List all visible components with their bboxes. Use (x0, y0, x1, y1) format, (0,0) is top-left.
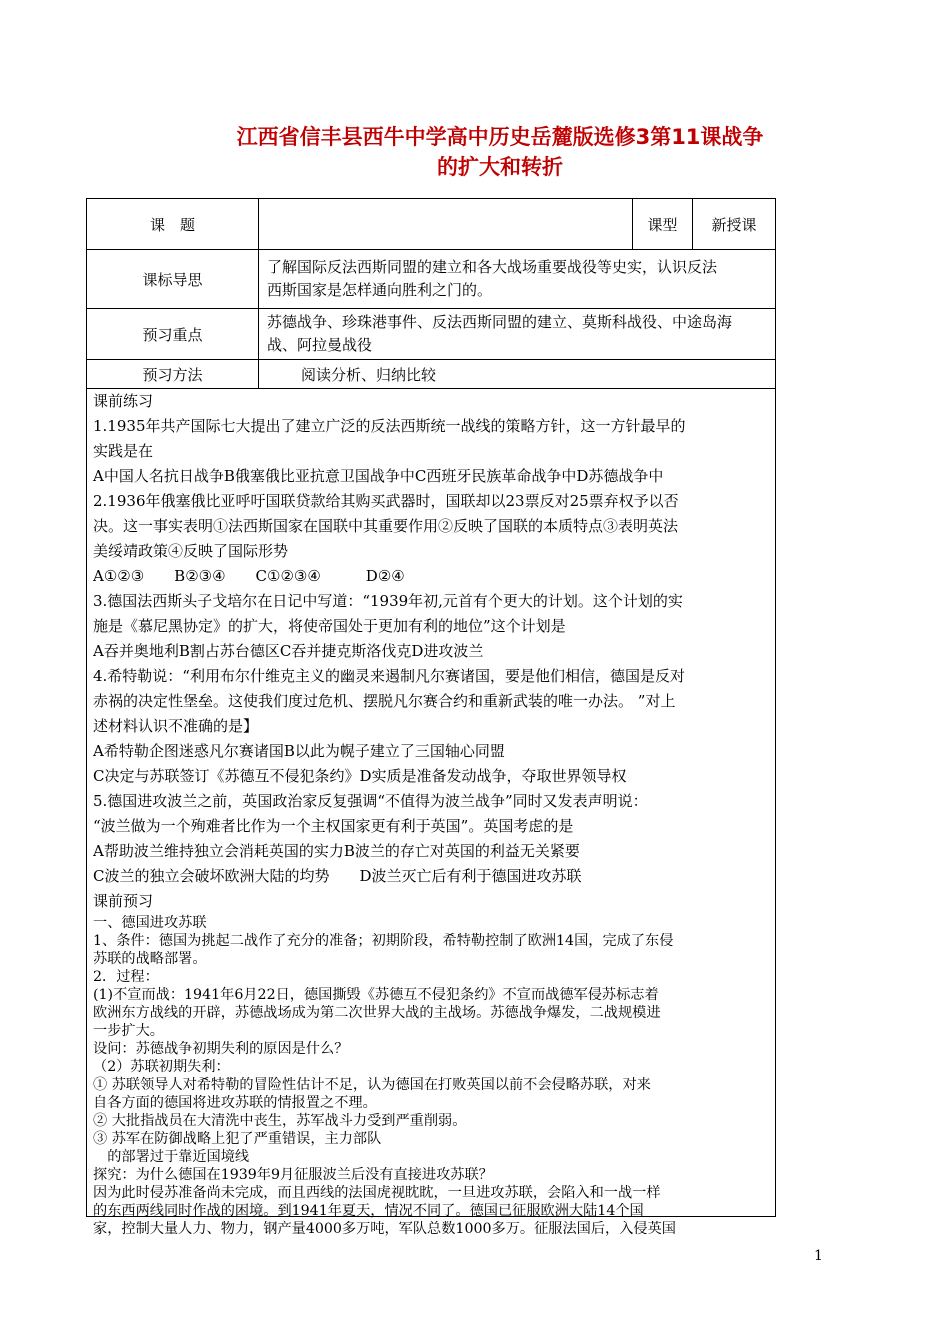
practice-heading: 课前练习 (93, 392, 154, 410)
text-line: A中国人名抗日战争B俄塞俄比亚抗意卫国战争中C西班牙民族革命战争中D苏德战争中 (93, 467, 664, 485)
text-line: 家，控制大量人力、物力，钢产量4000多万吨，军队总数1000多万。征服法国后，入侵英国 (93, 1221, 676, 1237)
text-line: （2）苏联初期失利： (93, 1059, 230, 1075)
row-guide (87, 250, 775, 309)
text-line: 实践是在 (93, 442, 154, 460)
guide-line: 西斯国家是怎样通向胜利之门的。 (267, 281, 493, 299)
title-line-2: 的扩大和转折 (437, 155, 563, 179)
focus-label: 预习重点 (87, 309, 259, 359)
text-line: 探究：为什么德国在1939年9月征服波兰后没有直接进攻苏联？ (93, 1167, 493, 1183)
text-line: 述材料认识不准确的是】 (93, 717, 259, 735)
text-line: 1.1935年共产国际七大提出了建立广泛的反法西斯统一战线的策略方针，这一方针最早的 (93, 417, 686, 435)
page-number: 1 (814, 1248, 823, 1264)
text-line: 设问：苏德战争初期失利的原因是什么？ (93, 1041, 349, 1057)
text-line: A①②③ B②③④ C①②③④ D②④ (93, 567, 405, 585)
text-line: (1)不宣而战：1941年6月22日，德国撕毁《苏德互不侵犯条约》不宣而战德军侵苏标志着 (93, 987, 659, 1003)
title-line-1: 江西省信丰县西牛中学高中历史岳麓版选修3第11课战争 (236, 125, 764, 149)
text-line: 4.希特勒说：“利用布尔什维克主义的幽灵来遏制凡尔赛诸国，要是他们相信，德国是反对 (93, 667, 685, 685)
text-line: A吞并奥地利B割占苏台德区C吞并捷克斯洛伐克D进攻波兰 (93, 642, 484, 660)
focus-line: 苏德战争、珍珠港事件、反法西斯同盟的建立、莫斯科战役、中途岛海 (267, 313, 733, 331)
guide-text (259, 250, 775, 308)
topic-label: 课 题 (87, 199, 259, 249)
row-topic (87, 199, 775, 250)
text-line: 赤祸的决定性堡垒。这使我们度过危机、摆脱凡尔赛合约和重新武装的唯一办法。 ”对上 (93, 692, 676, 710)
text-line: 施是《慕尼黑协定》的扩大，将使帝国处于更加有利的地位”这个计划是 (93, 617, 566, 635)
text-line: 美绥靖政策④反映了国际形势 (93, 542, 289, 560)
guide-line: 了解国际反法西斯同盟的建立和各大战场重要战役等史实，认识反法 (267, 258, 718, 276)
preview-heading: 课前预习 (93, 892, 154, 910)
text-line: 2.1936年俄塞俄比亚呼吁国联贷款给其购买武器时，国联却以23票反对25票弃权予以否 (93, 492, 679, 510)
text-line: 一步扩大。 (93, 1023, 164, 1039)
text-line: 5.德国进攻波兰之前，英国政治家反复强调“不值得为波兰战争”同时又发表声明说： (93, 792, 648, 810)
text-line: 的部署过于靠近国境线 (93, 1149, 250, 1165)
practice-section (93, 414, 769, 889)
text-line: C决定与苏联签订《苏德互不侵犯条约》D实质是准备发动战争，夺取世界领导权 (93, 767, 627, 785)
text-line: 自各方面的德国将进攻苏联的情报置之不理。 (93, 1095, 377, 1111)
row-method (87, 360, 775, 389)
type-label: 课型 (633, 199, 693, 249)
topic-value (259, 199, 633, 249)
text-line: 苏联的战略部署。 (93, 951, 207, 967)
text-line: A希特勒企图迷惑凡尔赛诸国B以此为幌子建立了三国轴心同盟 (93, 742, 505, 760)
method-value: 阅读分析、归纳比较 (301, 365, 437, 384)
guide-label: 课标导思 (87, 250, 259, 308)
text-line: 1、条件：德国为挑起二战作了充分的准备；初期阶段，希特勒控制了欧洲14国，完成了东侵 (93, 933, 674, 949)
text-line: 的东西两线同时作战的困境。到1941年夏天，情况不同了。德国已征服欧洲大陆14个国 (93, 1203, 644, 1219)
type-value: 新授课 (711, 215, 757, 234)
focus-text (259, 309, 775, 359)
text-line: “波兰做为一个殉难者比作为一个主权国家更有利于英国”。英国考虑的是 (93, 817, 574, 835)
focus-line: 战、阿拉曼战役 (267, 336, 373, 354)
lesson-table (86, 198, 776, 1237)
text-line: C波兰的独立会破坏欧洲大陆的均势 D波兰灭亡后有利于德国进攻苏联 (93, 867, 582, 885)
text-line: 因为此时侵苏准备尚未完成，而且西线的法国虎视眈眈，一旦进攻苏联，会陷入和一战一样 (93, 1185, 661, 1201)
text-line: 2．过程： (93, 969, 159, 985)
text-line: 决。这一事实表明①法西斯国家在国联中其重要作用②反映了国联的本质特点③表明英法 (93, 517, 679, 535)
content-body (87, 389, 775, 1238)
text-line: 欧洲东方战线的开辟，苏德战场成为第二次世界大战的主战场。苏德战争爆发，二战规模进 (93, 1005, 661, 1021)
preview-section (93, 914, 769, 1238)
method-label: 预习方法 (87, 360, 259, 388)
text-line: 一、德国进攻苏联 (93, 915, 207, 931)
text-line: ② 大批指战员在大清洗中丧生，苏军战斗力受到严重削弱。 (93, 1113, 467, 1129)
document-title (100, 122, 900, 182)
text-line: A帮助波兰维持独立会消耗英国的实力B波兰的存亡对英国的利益无关紧要 (93, 842, 580, 860)
text-line: 3.德国法西斯头子戈培尔在日记中写道：“1939年初,元首有个更大的计划。这个计划的实 (93, 592, 683, 610)
text-line: ③ 苏军在防御战略上犯了严重错误，主力部队 (93, 1131, 382, 1147)
text-line: ① 苏联领导人对希特勒的冒险性估计不足，认为德国在打败英国以前不会侵略苏联，对来 (93, 1077, 651, 1093)
row-focus (87, 309, 775, 360)
